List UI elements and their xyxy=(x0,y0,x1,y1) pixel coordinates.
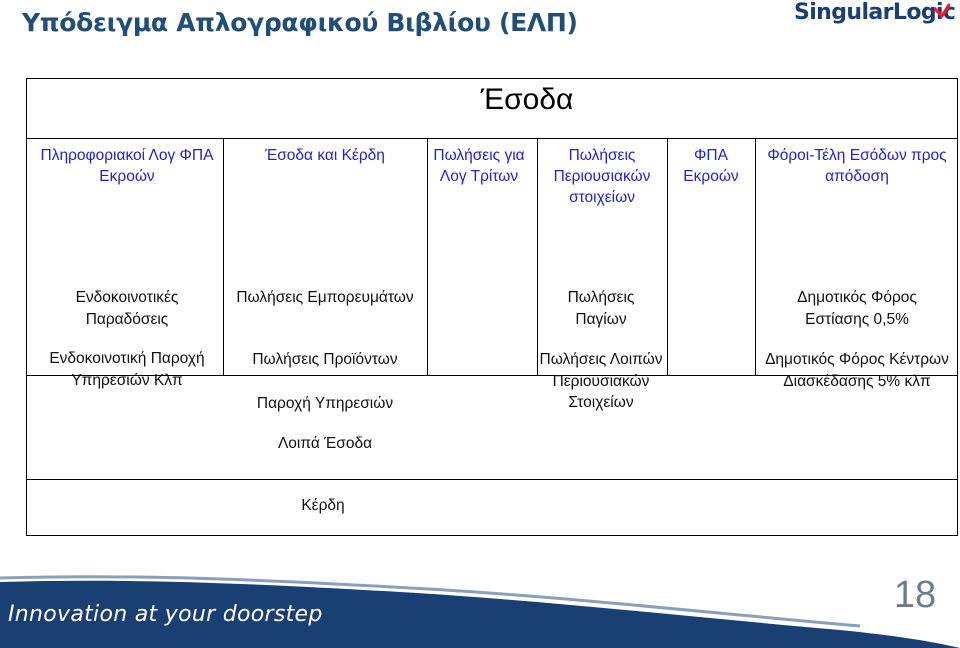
header-asset-sales: Πωλήσεις Περιουσιακών στοιχείων xyxy=(553,147,651,206)
cell-merchandise-sales: Πωλήσεις Εμπορευμάτων xyxy=(236,289,414,306)
cell-intracommunity-services: Ενδοκοινοτική Παροχή Υπηρεσιών Κλπ xyxy=(49,350,205,389)
table-title: Έσοδα xyxy=(480,83,574,116)
header-info-vat: Πληροφοριακοί Λογ ΦΠΑ Εκροών xyxy=(40,147,214,185)
table-divider xyxy=(27,138,957,139)
cell-service-provision: Παροχή Υπηρεσιών xyxy=(256,395,394,412)
column-divider xyxy=(667,139,668,376)
cell-intracommunity-deliveries: Ενδοκοινοτικές Παραδόσεις xyxy=(75,289,179,328)
cell-profits: Κέρδη xyxy=(301,497,345,514)
column-divider xyxy=(755,139,756,376)
column-divider xyxy=(223,139,224,376)
logo-arrow-icon xyxy=(934,2,950,24)
header-taxes-payable: Φόροι-Τέλη Εσόδων προς απόδοση xyxy=(767,147,947,185)
logo-text: SingularLogic xyxy=(794,0,956,25)
cell-other-revenue: Λοιπά Έσοδα xyxy=(277,435,373,452)
cell-fixed-asset-sales: Πωλήσεις Παγίων xyxy=(567,289,635,328)
singularlogic-logo xyxy=(790,0,955,32)
header-third-party-sales: Πωλήσεις για Λογ Τρίτων xyxy=(433,147,525,185)
cell-product-sales: Πωλήσεις Προϊόντων xyxy=(252,351,398,368)
revenue-table xyxy=(26,78,958,536)
cell-other-asset-sales: Πωλήσεις Λοιπών Περιουσιακών Στοιχείων xyxy=(539,351,663,411)
table-divider xyxy=(27,479,957,480)
header-revenue-profit: Έσοδα και Κέρδη xyxy=(265,147,385,164)
cell-entertainment-tax: Δημοτικός Φόρος Κέντρων Διασκέδασης 5% κλπ xyxy=(765,351,949,390)
footer-tagline: Innovation at your doorstep xyxy=(8,602,323,627)
cell-catering-tax: Δημοτικός Φόρος Εστίασης 0,5% xyxy=(797,289,917,328)
header-output-vat: ΦΠΑ Εκροών xyxy=(683,147,739,185)
slide-title: Υπόδειγμα Απλογραφικού Βιβλίου (ΕΛΠ) xyxy=(22,8,578,37)
column-divider xyxy=(537,139,538,376)
page-number: 18 xyxy=(893,574,937,616)
